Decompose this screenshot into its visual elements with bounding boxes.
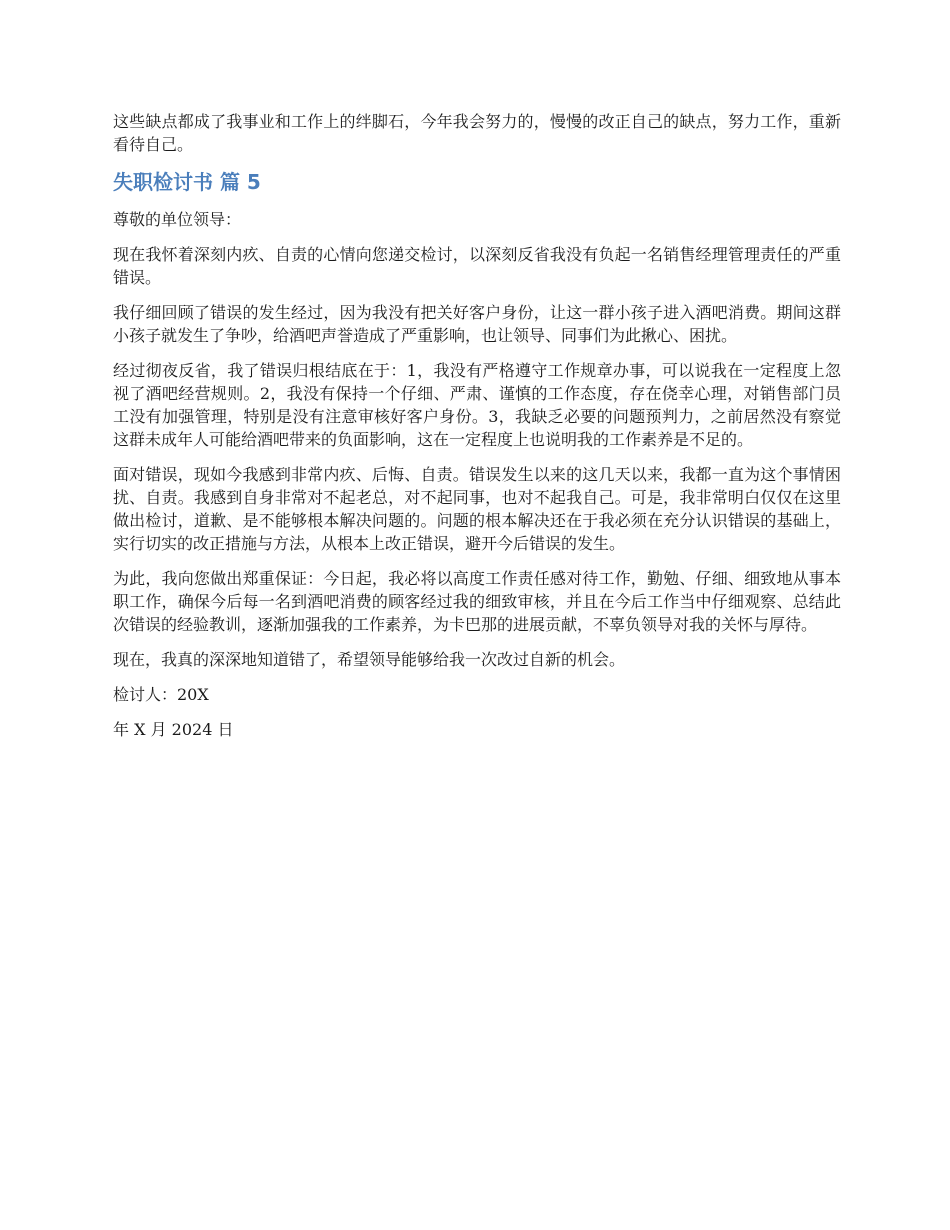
section-heading: 失职检讨书 篇 5 (113, 170, 261, 194)
body-paragraph-6: 现在，我真的深深地知道错了，希望领导能够给我一次改过自新的机会。 (113, 650, 626, 669)
salutation: 尊敬的单位领导： (113, 210, 242, 229)
intro-paragraph: 这些缺点都成了我事业和工作上的绊脚石，今年我会努力的，慢慢的改正自己的缺点，努力工作，重新看待自己。 (113, 112, 841, 154)
body-paragraph-2: 我仔细回顾了错误的发生经过，因为我没有把关好客户身份，让这一群小孩子进入酒吧消费。期间这群小孩子就发生了争吵，给酒吧声誉造成了严重影响，也让领导、同事们为此揪心、困扰。 (113, 303, 841, 345)
signature-line: 检讨人：20X (113, 685, 209, 704)
document-page (113, 110, 841, 753)
body-paragraph-5: 为此，我向您做出郑重保证：今日起，我必将以高度工作责任感对待工作，勤勉、仔细、细致地从事本职工作，确保今后每一名到酒吧消费的顾客经过我的细致审核，并且在今后工作当中仔细观察、总结此次错误的经验教训，逐渐加强我的工作素养，为卡巴那的进展贡献，不辜负领导对我的关怀与厚待。 (113, 569, 841, 634)
date-line: 年 X 月 2024 日 (113, 720, 234, 739)
body-paragraph-4: 面对错误，现如今我感到非常内疚、后悔、自责。错误发生以来的这几天以来，我都一直为这个事情困扰、自责。我感到自身非常对不起老总，对不起同事，也对不起我自己。可是，我非常明白仅仅在这里做出检讨，道歉、是不能够根本解决问题的。问题的根本解决还在于我必须在充分认识错误的基础上，实行切实的改正措施与方法，从根本上改正错误，避开今后错误的发生。 (113, 465, 841, 553)
body-paragraph-3: 经过彻夜反省，我了错误归根结底在于：1，我没有严格遵守工作规章办事，可以说我在一定程度上忽视了酒吧经营规则。2，我没有保持一个仔细、严肃、谨慎的工作态度，存在侥幸心理，对销售部门员工没有加强管理，特别是没有注意审核好客户身份。3，我缺乏必要的问题预判力，之前居然没有察觉这群未成年人可能给酒吧带来的负面影响，这在一定程度上也说明我的工作素养是不足的。 (113, 361, 841, 449)
body-paragraph-1: 现在我怀着深刻内疚、自责的心情向您递交检讨，以深刻反省我没有负起一名销售经理管理责任的严重错误。 (113, 245, 841, 287)
